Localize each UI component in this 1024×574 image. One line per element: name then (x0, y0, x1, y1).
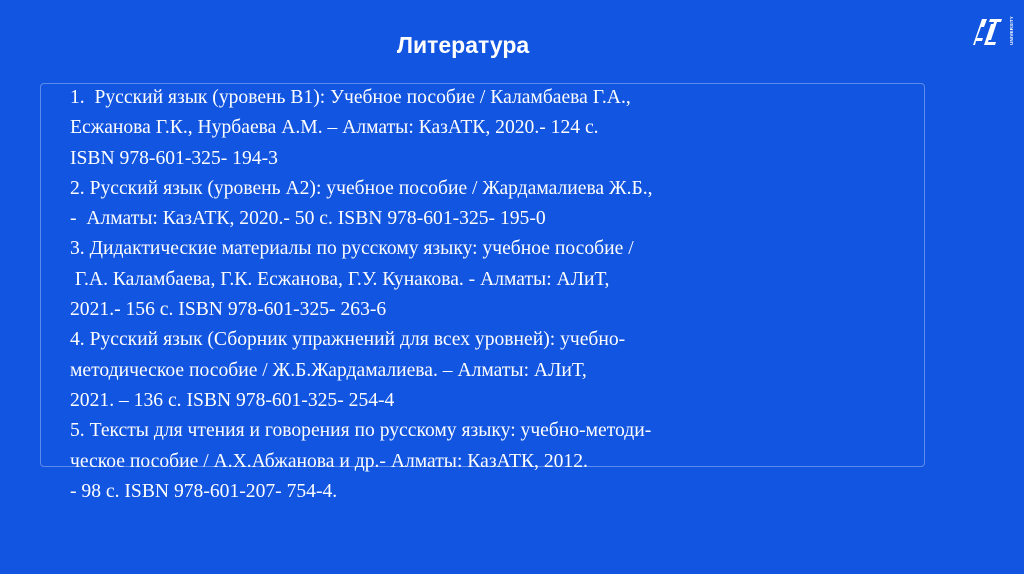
reference-line: ISBN 978-601-325- 194-3 (70, 147, 278, 169)
reference-line: 2. Русский язык (уровень А2): учебное пособие / Жардамалиева Ж.Б., (70, 177, 653, 199)
reference-line: Есжанова Г.К., Нурбаева А.М. – Алматы: КазАТК, 2020.- 124 с. (70, 117, 599, 139)
reference-line: ческое пособие / А.Х.Абжанова и др.- Алматы: КазАТК, 2012. (70, 450, 588, 472)
reference-line: 4. Русский язык (Сборник упражнений для всех уровней): учебно- (70, 329, 626, 351)
reference-line: - Алматы: КазАТК, 2020.- 50 с. ISBN 978-601-325- 195-0 (70, 208, 546, 230)
reference-line: - 98 с. ISBN 978-601-207- 754-4. (70, 480, 338, 502)
alt-university-logo (972, 16, 1016, 46)
logo-caption: UNIVERSITY (1009, 15, 1015, 46)
reference-line: 2021.- 156 с. ISBN 978-601-325- 263-6 (70, 299, 387, 321)
reference-line: методическое пособие / Ж.Б.Жардамалиева. – Алматы: АЛиТ, (70, 359, 587, 381)
references-list (70, 83, 970, 507)
reference-line: Г.А. Каламбаева, Г.К. Есжанова, Г.У. Кунакова. - Алматы: АЛиТ, (70, 268, 610, 290)
reference-line: 2021. – 136 с. ISBN 978-601-325- 254-4 (70, 389, 395, 411)
slide-title: Литература (396, 32, 530, 58)
reference-line: 5. Тексты для чтения и говорения по русскому языку: учебно-методи- (70, 420, 652, 442)
reference-line: 1. Русский язык (уровень В1): Учебное пособие / Каламбаева Г.А., (70, 87, 631, 108)
reference-line: 3. Дидактические материалы по русскому языку: учебное пособие / (70, 238, 634, 260)
